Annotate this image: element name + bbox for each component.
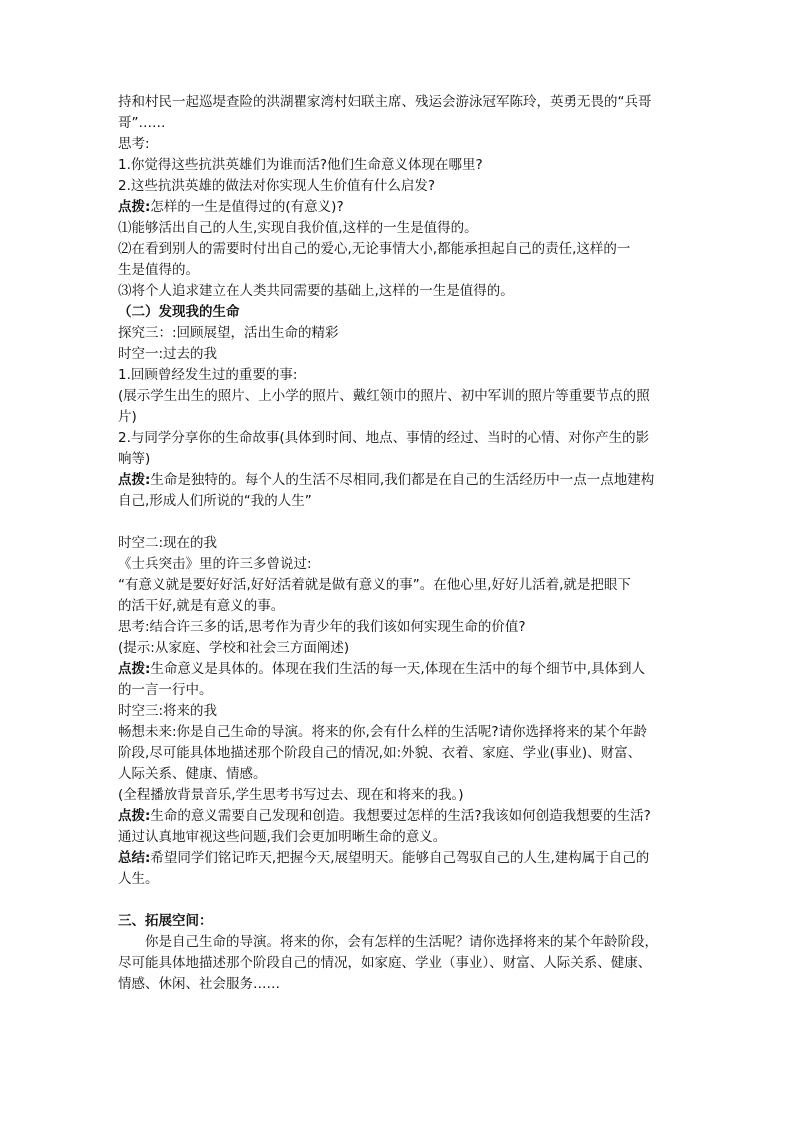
- text-line: [118, 470, 698, 491]
- keyword-label: 三、拓展空间：: [118, 913, 213, 929]
- text-line: [118, 869, 698, 890]
- text-line: [118, 428, 698, 449]
- text-line: [118, 974, 698, 995]
- line-text: 的活干好,就是有意义的事。: [118, 598, 285, 614]
- text-line: [118, 407, 698, 428]
- text-line: [118, 92, 698, 113]
- text-line: [118, 596, 698, 617]
- line-text: 生命意义是具体的。体现在我们生活的每一天,体现在生活中的每个细节中,具体到人: [150, 661, 645, 677]
- text-line: [118, 260, 698, 281]
- keyword-label: （二）发现我的生命: [118, 304, 240, 320]
- line-text: 持和村民一起巡堤查险的洪湖瞿家湾村妇联主席、残运会游泳冠军陈玲，英勇无畏的“兵哥: [118, 94, 652, 110]
- keyword-label: 点拨:: [118, 472, 151, 488]
- line-text: 人生。: [118, 871, 159, 887]
- line-text: (展示学生出生的照片、上小学的照片、戴红领巾的照片、初中军训的照片等重要节点的照: [118, 388, 650, 404]
- line-text: 尽可能具体地描述那个阶段自己的情况，如家庭、学业（事业）、财富、人际关系、健康、: [118, 955, 652, 971]
- line-text: 2.与同学分享你的生命故事(具体到时间、地点、事情的经过、当时的心情、对你产生的影: [118, 430, 650, 446]
- text-line: [118, 785, 698, 806]
- line-text: 生是值得的。: [118, 262, 199, 278]
- line-text: (提示:从家庭、学校和社会三方面阐述): [118, 640, 350, 656]
- text-line: [118, 554, 698, 575]
- line-text: 响等): [118, 451, 151, 467]
- line-text: 1.你觉得这些抗洪英雄们为谁而活?他们生命意义体现在哪里?: [118, 157, 483, 173]
- line-text: ⑵在看到别人的需要时付出自己的爱心,无论事情大小,都能承担起自己的责任,这样的一: [118, 241, 631, 257]
- line-text: 生命是独特的。每个人的生活不尽相同,我们都是在自己的生活经历中一点一点地建构: [150, 472, 655, 488]
- line-text: 阶段,尽可能具体地描述那个阶段自己的情况,如:外貌、衣着、家庭、学业(事业)、财富、: [118, 745, 642, 761]
- keyword-label: 点拨:: [118, 661, 151, 677]
- keyword-label: 总结:: [118, 850, 151, 866]
- line-text: 片): [118, 409, 137, 425]
- text-line: [118, 365, 698, 386]
- text-line: [118, 848, 698, 869]
- text-line: [118, 197, 698, 218]
- text-line: [118, 239, 698, 260]
- blank-line: [118, 512, 698, 533]
- line-text: 你是自己生命的导演。将来的你，会有怎样的生活呢？请你选择将来的某个年龄阶段，: [145, 934, 658, 950]
- line-text: 人际关系、健康、情感。: [118, 766, 267, 782]
- line-text: “有意义就是要好好活,好好活着就是做有意义的事”。在他心里,好好儿活着,就是把眼下: [118, 577, 631, 593]
- text-line: [118, 953, 698, 974]
- line-text: (全程播放背景音乐,学生思考书写过去、现在和将来的我。): [118, 787, 464, 803]
- line-text: 时空一:过去的我: [118, 346, 218, 362]
- keyword-label: 点拨:: [118, 199, 151, 215]
- text-line: [118, 743, 698, 764]
- text-line: [118, 176, 698, 197]
- line-text: ⑶将个人追求建立在人类共同需要的基础上,这样的一生是值得的。: [118, 283, 514, 299]
- line-text: 畅想未来:你是自己生命的导演。将来的你,会有什么样的生活呢?请你选择将来的某个年龄: [118, 724, 648, 740]
- text-line: [118, 806, 698, 827]
- text-line: [118, 764, 698, 785]
- line-text: 生命的意义需要自己发现和创造。我想要过怎样的生活?我该如何创造我想要的生活?: [150, 808, 651, 824]
- line-text: 情感、休闲、社会服务……: [118, 976, 280, 992]
- text-line: [118, 302, 698, 323]
- blank-line: [118, 890, 698, 911]
- line-text: 自己,形成人们所说的“我的人生”: [118, 493, 312, 509]
- text-line: [118, 155, 698, 176]
- keyword-label: 点拨:: [118, 808, 151, 824]
- line-text: ⑴能够活出自己的人生,实现自我价值,这样的一生是值得的。: [118, 220, 478, 236]
- text-line: [118, 932, 698, 953]
- text-line: [118, 134, 698, 155]
- line-text: 怎样的一生是值得过的(有意义)?: [150, 199, 344, 215]
- text-line: [118, 911, 698, 932]
- text-line: [118, 617, 698, 638]
- line-text: 2.这些抗洪英雄的做法对你实现人生价值有什么启发?: [118, 178, 436, 194]
- text-line: [118, 113, 698, 134]
- line-text: 思考:结合许三多的话,思考作为青少年的我们该如何实现生命的价值?: [118, 619, 526, 635]
- line-text: 1.回顾曾经发生过的重要的事:: [118, 367, 298, 383]
- text-line: [118, 323, 698, 344]
- text-line: [118, 638, 698, 659]
- line-text: 时空三:将来的我: [118, 703, 218, 719]
- line-text: 希望同学们铭记昨天,把握今天,展望明天。能够自己驾驭自己的人生,建构属于自己的: [150, 850, 650, 866]
- text-line: [118, 533, 698, 554]
- text-line: [118, 575, 698, 596]
- text-line: [118, 701, 698, 722]
- text-line: [118, 281, 698, 302]
- line-text: 《士兵突击》里的许三多曾说过:: [118, 556, 312, 572]
- text-line: [118, 722, 698, 743]
- line-text: 的一言一行中。: [118, 682, 213, 698]
- text-line: [118, 827, 698, 848]
- line-text: 探究三：:回顾展望，活出生命的精彩: [118, 325, 339, 341]
- line-text: 通过认真地审视这些问题,我们会更加明晰生命的意义。: [118, 829, 447, 845]
- text-line: [118, 218, 698, 239]
- text-line: [118, 680, 698, 701]
- text-line: [118, 449, 698, 470]
- line-text: 哥”……: [118, 115, 166, 131]
- text-line: [118, 659, 698, 680]
- text-line: [118, 491, 698, 512]
- text-line: [118, 344, 698, 365]
- text-line: [118, 386, 698, 407]
- line-text: 思考:: [118, 136, 150, 152]
- line-text: 时空二:现在的我: [118, 535, 218, 551]
